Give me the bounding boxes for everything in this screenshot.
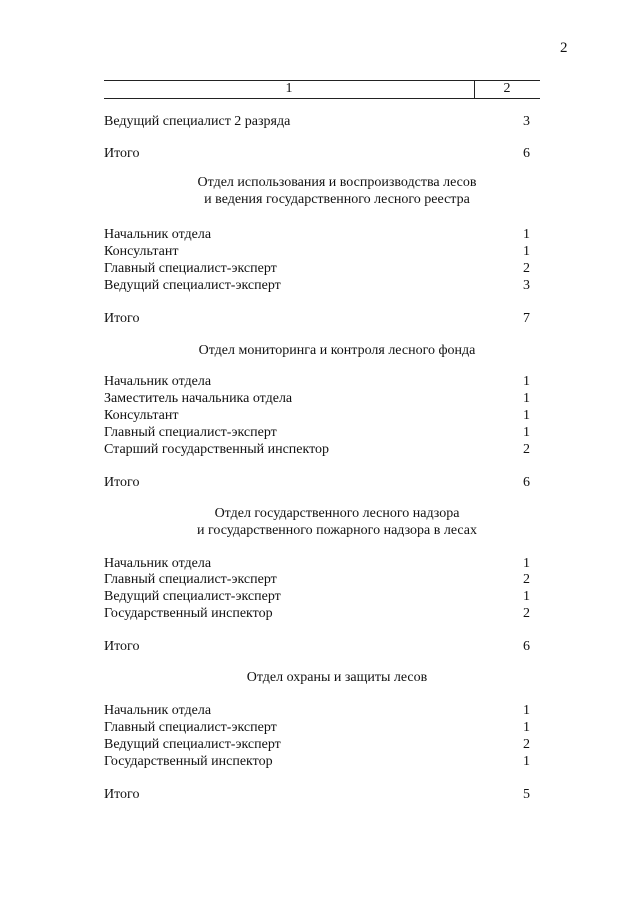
table-row — [104, 441, 530, 458]
position-label: Старший государственный инспектор — [104, 442, 330, 457]
position-label: Ведущий специалист-эксперт — [104, 278, 281, 293]
position-count: 1 — [523, 391, 530, 406]
position-label: Начальник отдела — [104, 227, 212, 242]
position-label: Главный специалист-эксперт — [104, 425, 277, 440]
table-row — [104, 373, 530, 390]
table-row — [104, 605, 530, 622]
total-row — [104, 786, 530, 803]
table-row — [104, 226, 530, 243]
table-row — [104, 424, 530, 441]
table-row — [104, 702, 530, 719]
position-label: Главный специалист-эксперт — [104, 720, 277, 735]
position-label: Государственный инспектор — [104, 754, 273, 769]
position-label: Консультант — [104, 408, 179, 423]
position-count: 6 — [523, 475, 530, 490]
section-heading — [104, 669, 570, 686]
position-label: Главный специалист-эксперт — [104, 261, 277, 276]
table-header-col2: 2 — [503, 81, 511, 96]
position-count: 2 — [523, 572, 530, 587]
table-row — [104, 736, 530, 753]
table-row — [104, 390, 530, 407]
position-count: 5 — [523, 787, 530, 802]
position-label: Итого — [104, 787, 140, 802]
position-count: 1 — [523, 703, 530, 718]
table-row — [104, 277, 530, 294]
position-count: 3 — [523, 114, 530, 129]
position-label: Ведущий специалист 2 разряда — [104, 114, 291, 129]
position-label: Консультант — [104, 244, 179, 259]
position-count: 1 — [523, 227, 530, 242]
table-row — [104, 719, 530, 736]
position-count: 6 — [523, 639, 530, 654]
table-row — [104, 555, 530, 572]
position-count: 1 — [523, 720, 530, 735]
position-label: Заместитель начальника отдела — [104, 391, 293, 406]
position-label: Ведущий специалист-эксперт — [104, 589, 281, 604]
position-label: Главный специалист-эксперт — [104, 572, 277, 587]
position-label: Ведущий специалист-эксперт — [104, 737, 281, 752]
position-count: 1 — [523, 408, 530, 423]
table-header-col1: 1 — [285, 81, 293, 96]
section-heading-line: Отдел использования и воспроизводства лесов — [197, 175, 477, 190]
section-heading-line: Отдел мониторинга и контроля лесного фонда — [198, 343, 476, 358]
total-row — [104, 310, 530, 327]
position-count: 1 — [523, 589, 530, 604]
section-heading — [104, 174, 570, 208]
table-row — [104, 260, 530, 277]
section-heading-line: Отдел охраны и защиты лесов — [246, 670, 428, 685]
table-header-bottom-rule — [104, 98, 540, 99]
position-count: 2 — [523, 261, 530, 276]
position-count: 1 — [523, 374, 530, 389]
position-label: Начальник отдела — [104, 374, 212, 389]
table-row — [104, 571, 530, 588]
position-label: Государственный инспектор — [104, 606, 273, 621]
table-row — [104, 407, 530, 424]
table-row — [104, 243, 530, 260]
position-count: 2 — [523, 606, 530, 621]
section-heading — [104, 342, 570, 359]
position-count: 2 — [523, 737, 530, 752]
position-label: Итого — [104, 475, 140, 490]
total-row — [104, 145, 530, 162]
total-row — [104, 474, 530, 491]
page-number: 2 — [560, 40, 568, 56]
section-heading-line: и ведения государственного лесного реестра — [204, 192, 470, 207]
position-count: 1 — [523, 425, 530, 440]
table-row — [104, 753, 530, 770]
position-count: 1 — [523, 244, 530, 259]
position-count: 7 — [523, 311, 530, 326]
table-row — [104, 113, 530, 130]
position-label: Итого — [104, 311, 140, 326]
total-row — [104, 638, 530, 655]
position-count: 6 — [523, 146, 530, 161]
position-count: 2 — [523, 442, 530, 457]
position-count: 1 — [523, 754, 530, 769]
position-label: Итого — [104, 639, 140, 654]
section-heading-line: Отдел государственного лесного надзора — [214, 506, 460, 521]
position-label: Итого — [104, 146, 140, 161]
section-heading-line: и государственного пожарного надзора в лесах — [196, 523, 477, 538]
position-label: Начальник отдела — [104, 556, 212, 571]
position-count: 1 — [523, 556, 530, 571]
position-count: 3 — [523, 278, 530, 293]
position-label: Начальник отдела — [104, 703, 212, 718]
section-heading — [104, 505, 570, 539]
table-row — [104, 588, 530, 605]
